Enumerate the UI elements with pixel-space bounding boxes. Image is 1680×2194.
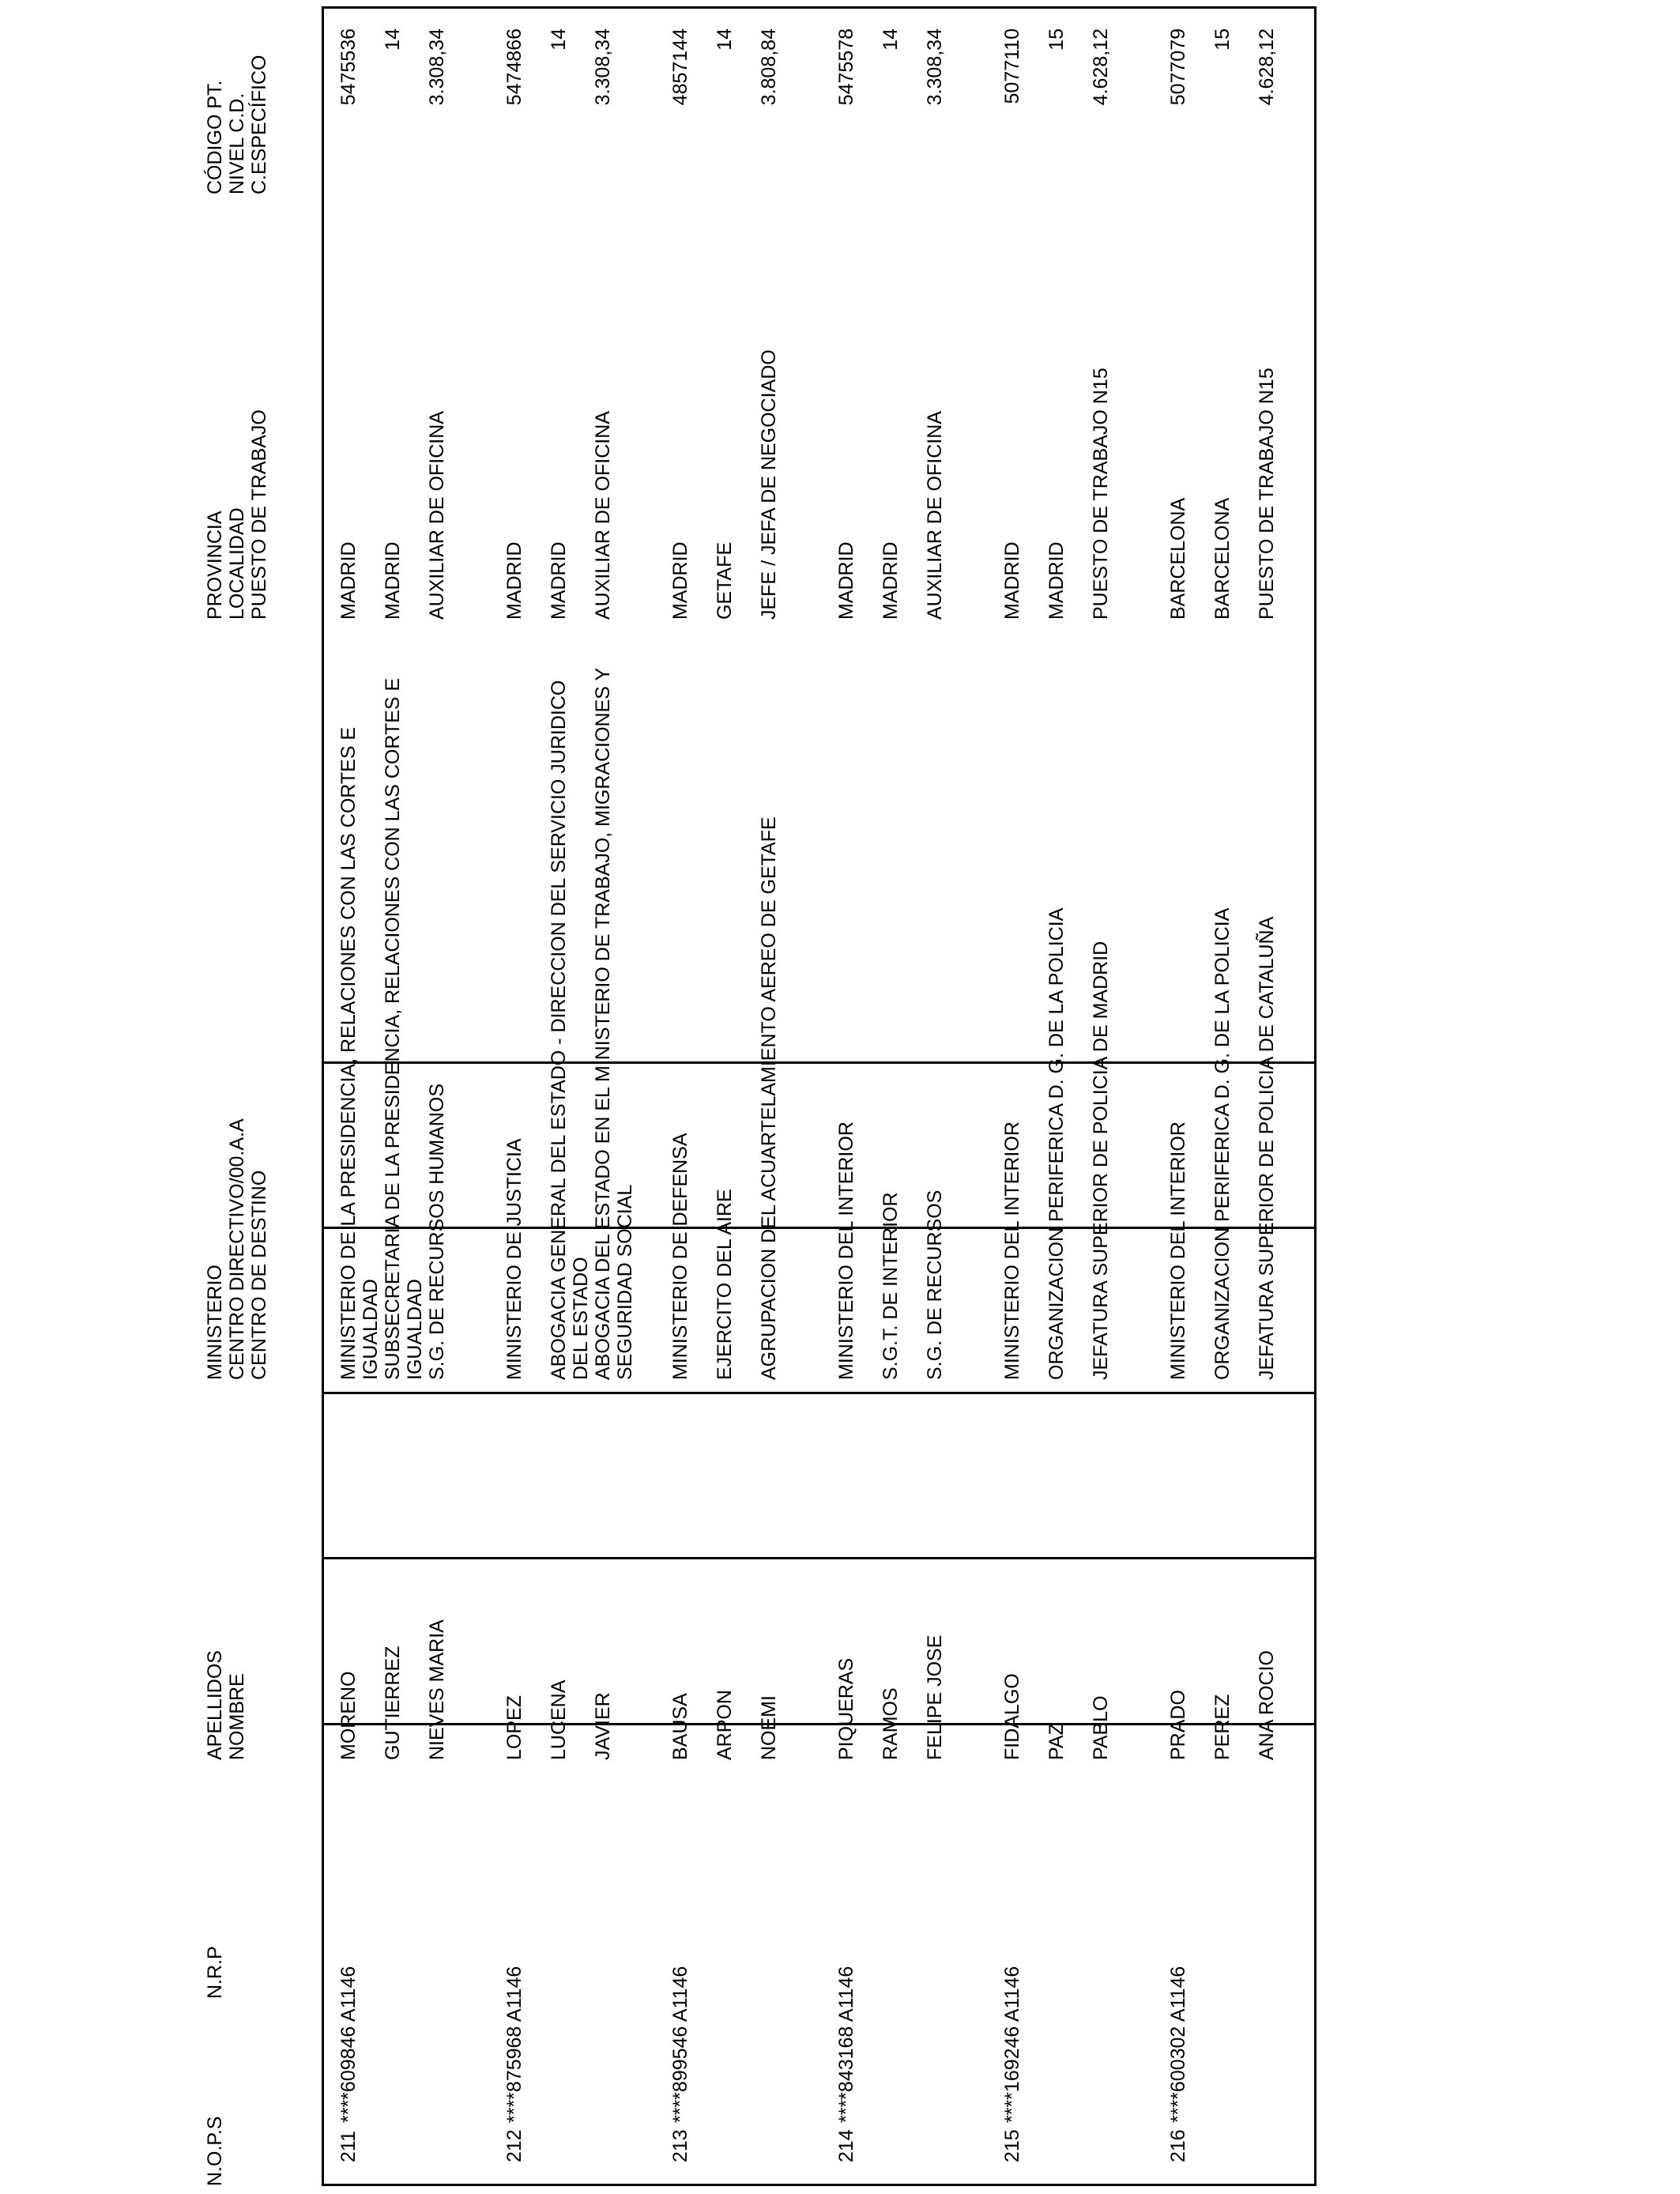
especifico-value: 4.628,12 — [1090, 28, 1112, 106]
header-apellidos: APELLIDOS — [204, 1650, 226, 1760]
codigo-value: 5474866 — [503, 28, 525, 106]
apellido1-value: BAUSA — [669, 1693, 691, 1760]
localidad-value: MADRID — [382, 541, 404, 620]
especifico-value: 3.308,34 — [924, 28, 946, 106]
provincia-value: MADRID — [337, 541, 360, 620]
codigo-value: 4857144 — [669, 28, 691, 106]
codigo-value: 5475578 — [835, 28, 857, 106]
nombre-value: NIEVES MARIA — [426, 1619, 448, 1760]
header-provincia: PROVINCIA — [204, 511, 226, 620]
puesto-value: AUXILIAR DE OFICINA — [426, 411, 448, 620]
header-centro-destino: CENTRO DE DESTINO — [248, 1170, 270, 1380]
codigo-value: 5077079 — [1167, 28, 1189, 106]
provincia-value: MADRID — [835, 541, 857, 620]
provincia-value: BARCELONA — [1167, 497, 1189, 620]
apellido1-value: LOPEZ — [503, 1695, 525, 1760]
nivel-value: 15 — [1045, 28, 1068, 51]
apellido2-value: PAZ — [1045, 1723, 1068, 1760]
nombre-value: JAVIER — [592, 1692, 614, 1760]
nops-value: 212 — [503, 2129, 525, 2162]
provincia-value: MADRID — [669, 541, 691, 620]
centro-directivo-value: ORGANIZACION PERIFERICA D. G. DE LA POLICIA — [1045, 907, 1068, 1380]
especifico-value: 3.808,84 — [758, 28, 780, 106]
row-separator — [322, 1392, 1317, 1394]
puesto-value: JEFE / JEFA DE NEGOCIADO — [758, 349, 780, 620]
nops-value: 216 — [1167, 2129, 1189, 2162]
apellido2-value: PEREZ — [1211, 1694, 1234, 1760]
ministerio-value: MINISTERIO DEL INTERIOR — [1001, 1122, 1023, 1380]
header-centro-directivo: CENTRO DIRECTIVO/00.A.A — [226, 1118, 248, 1380]
apellido1-value: PIQUERAS — [835, 1657, 857, 1760]
header-codigo: CÓDIGO PT. — [204, 80, 226, 194]
localidad-value: MADRID — [880, 541, 902, 620]
header-localidad: LOCALIDAD — [226, 507, 248, 620]
nivel-value: 14 — [880, 28, 902, 51]
apellido2-value: RAMOS — [880, 1687, 902, 1760]
nops-value: 213 — [669, 2129, 691, 2162]
codigo-value: 5475536 — [337, 28, 360, 106]
centro-directivo-value: S.G.T. DE INTERIOR — [880, 1192, 902, 1380]
nivel-value: 14 — [382, 28, 404, 51]
localidad-value: MADRID — [1045, 541, 1068, 620]
nops-value: 215 — [1001, 2129, 1023, 2162]
apellido1-value: PRADO — [1167, 1690, 1189, 1760]
apellido2-value: GUTIERREZ — [382, 1646, 404, 1760]
nivel-value: 14 — [714, 28, 736, 51]
nombre-value: PABLO — [1090, 1695, 1112, 1760]
centro-destino-value: JEFATURA SUPERIOR DE POLICIA DE MADRID — [1090, 941, 1112, 1380]
nrp-value: ****609846 A1146 — [337, 1966, 360, 2123]
centro-directivo-value: SUBSECRETARIA DE LA PRESIDENCIA, RELACIONES CON LAS CORTES E IGUALDAD — [382, 677, 426, 1380]
header-nombre: NOMBRE — [226, 1673, 248, 1760]
apellido1-value: FIDALGO — [1001, 1673, 1023, 1760]
nops-value: 214 — [835, 2129, 857, 2162]
centro-destino-value: AGRUPACION DEL ACUARTELAMIENTO AEREO DE GETAFE — [758, 816, 780, 1380]
puesto-value: AUXILIAR DE OFICINA — [592, 411, 614, 620]
header-nivel: NIVEL C.D. — [226, 92, 248, 194]
header-nrp: N.R.P — [204, 1946, 226, 1999]
puesto-value: PUESTO DE TRABAJO N15 — [1256, 368, 1278, 620]
centro-destino-value: S.G. DE RECURSOS HUMANOS — [426, 1083, 448, 1380]
centro-directivo-value: ABOGACIA GENERAL DEL ESTADO - DIRECCION DEL SERVICIO JURIDICO DEL ESTADO — [548, 680, 592, 1380]
nombre-value: NOEMI — [758, 1695, 780, 1760]
especifico-value: 3.308,34 — [592, 28, 614, 106]
localidad-value: BARCELONA — [1211, 497, 1234, 620]
header-puesto: PUESTO DE TRABAJO — [248, 409, 270, 620]
nivel-value: 14 — [548, 28, 570, 51]
nops-value: 211 — [337, 2131, 360, 2162]
especifico-value: 3.308,34 — [426, 28, 448, 106]
centro-destino-value: JEFATURA SUPERIOR DE POLICIA DE CATALUÑA — [1256, 916, 1278, 1380]
row-separator — [322, 1557, 1317, 1559]
localidad-value: GETAFE — [714, 541, 736, 620]
centro-directivo-value: EJERCITO DEL AIRE — [714, 1189, 736, 1380]
especifico-value: 4.628,12 — [1256, 28, 1278, 106]
ministerio-value: MINISTERIO DE LA PRESIDENCIA, RELACIONES CON LAS CORTES E IGUALDAD — [337, 726, 382, 1380]
nrp-value: ****600302 A1146 — [1167, 1966, 1189, 2123]
nrp-value: ****843168 A1146 — [835, 1966, 857, 2123]
nrp-value: ****875968 A1146 — [503, 1966, 525, 2123]
puesto-value: PUESTO DE TRABAJO N15 — [1090, 368, 1112, 620]
nombre-value: FELIPE JOSE — [924, 1634, 946, 1760]
localidad-value: MADRID — [548, 541, 570, 620]
centro-directivo-value: ORGANIZACION PERIFERICA D. G. DE LA POLICIA — [1211, 907, 1234, 1380]
nrp-value: ****899546 A1146 — [669, 1966, 691, 2123]
apellido2-value: LUCENA — [548, 1679, 570, 1760]
header-nops: N.O.P.S — [204, 2116, 226, 2186]
apellido1-value: MORENO — [337, 1671, 360, 1760]
ministerio-value: MINISTERIO DE JUSTICIA — [503, 1138, 525, 1380]
centro-destino-value: S.G. DE RECURSOS — [924, 1189, 946, 1380]
ministerio-value: MINISTERIO DE DEFENSA — [669, 1133, 691, 1380]
centro-destino-value: ABOGACIA DEL ESTADO EN EL MINISTERIO DE TRABAJO, MIGRACIONES Y SEGURIDAD SOCIAL — [592, 668, 636, 1380]
nivel-value: 15 — [1211, 28, 1234, 51]
ministerio-value: MINISTERIO DEL INTERIOR — [835, 1122, 857, 1380]
ministerio-value: MINISTERIO DEL INTERIOR — [1167, 1122, 1189, 1380]
nombre-value: ANA ROCIO — [1256, 1650, 1278, 1760]
provincia-value: MADRID — [1001, 541, 1023, 620]
nrp-value: ****169246 A1146 — [1001, 1966, 1023, 2123]
header-especifico: C.ESPECÍFICO — [248, 55, 270, 194]
apellido2-value: ARPON — [714, 1690, 736, 1760]
provincia-value: MADRID — [503, 541, 525, 620]
codigo-value: 5077110 — [1001, 28, 1023, 104]
puesto-value: AUXILIAR DE OFICINA — [924, 411, 946, 620]
header-ministerio: MINISTERIO — [204, 1265, 226, 1380]
